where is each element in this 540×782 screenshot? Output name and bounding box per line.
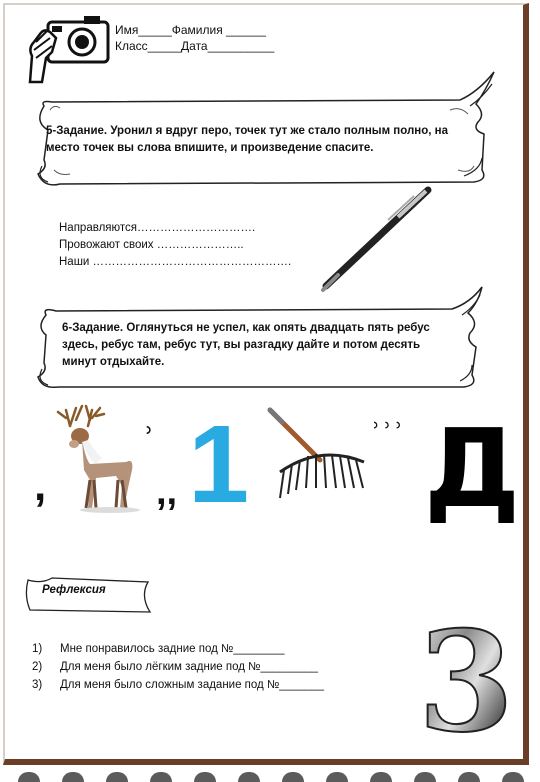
- reflection-item[interactable]: 1) Мне понравилось задние под №________: [32, 643, 285, 655]
- fill-line-2[interactable]: Провожают своих …………………..: [59, 239, 244, 251]
- rake-icon: [270, 410, 364, 498]
- reindeer-icon: [58, 406, 140, 513]
- decorative-number-three: [414, 600, 515, 763]
- fill-line-3[interactable]: Наши …………………………………………….: [59, 256, 292, 268]
- rebus-triple-quote: ˒˒˒: [370, 401, 404, 438]
- rebus-double-comma: ,,: [156, 471, 178, 513]
- rebus-apostrophe: ˒: [142, 400, 156, 445]
- svg-text:3: 3: [418, 600, 515, 763]
- reflection-title: Рефлексия: [42, 584, 106, 596]
- reflection-list: [32, 640, 324, 694]
- task6-scroll: [32, 285, 502, 395]
- rebus-puzzle: [30, 400, 521, 532]
- class-date-line: Класс_____Дата__________: [115, 39, 275, 53]
- task5-fill-lines: [59, 220, 291, 271]
- name-line: Имя_____Фамилия ______: [115, 23, 267, 37]
- rebus-letter: Д: [424, 407, 521, 532]
- task5-scroll: [30, 70, 500, 190]
- rebus-comma: ,: [34, 461, 47, 510]
- reflection-item[interactable]: 2) Для меня было лёгким задние под №_________: [32, 661, 319, 673]
- reflection-item[interactable]: 3) Для меня было сложным задание под №_______: [32, 679, 325, 691]
- binder-rings: [0, 772, 540, 780]
- rebus-digit: 1: [188, 403, 250, 526]
- task6-text-line1: 6-Задание. Оглянуться не успел, как опять двадцать пять ребус: [62, 322, 430, 334]
- student-header: [115, 22, 274, 54]
- task5-text-line1: 5-Задание. Уронил я вдруг перо, точек тут же стало полным полно, на: [46, 125, 448, 137]
- task6-text-line2: здесь, ребус там, ребус тут, вы разгадку дайте и потом десять: [62, 339, 421, 351]
- task5-text-line2: место точек вы слова впишите, и произведение спасите.: [46, 142, 374, 154]
- reflection-scroll: [22, 576, 152, 616]
- pen-icon: [318, 186, 433, 294]
- task6-text-line3: минут отдыхайте.: [62, 356, 165, 368]
- fill-line-1[interactable]: Направляются………………………….: [59, 222, 256, 234]
